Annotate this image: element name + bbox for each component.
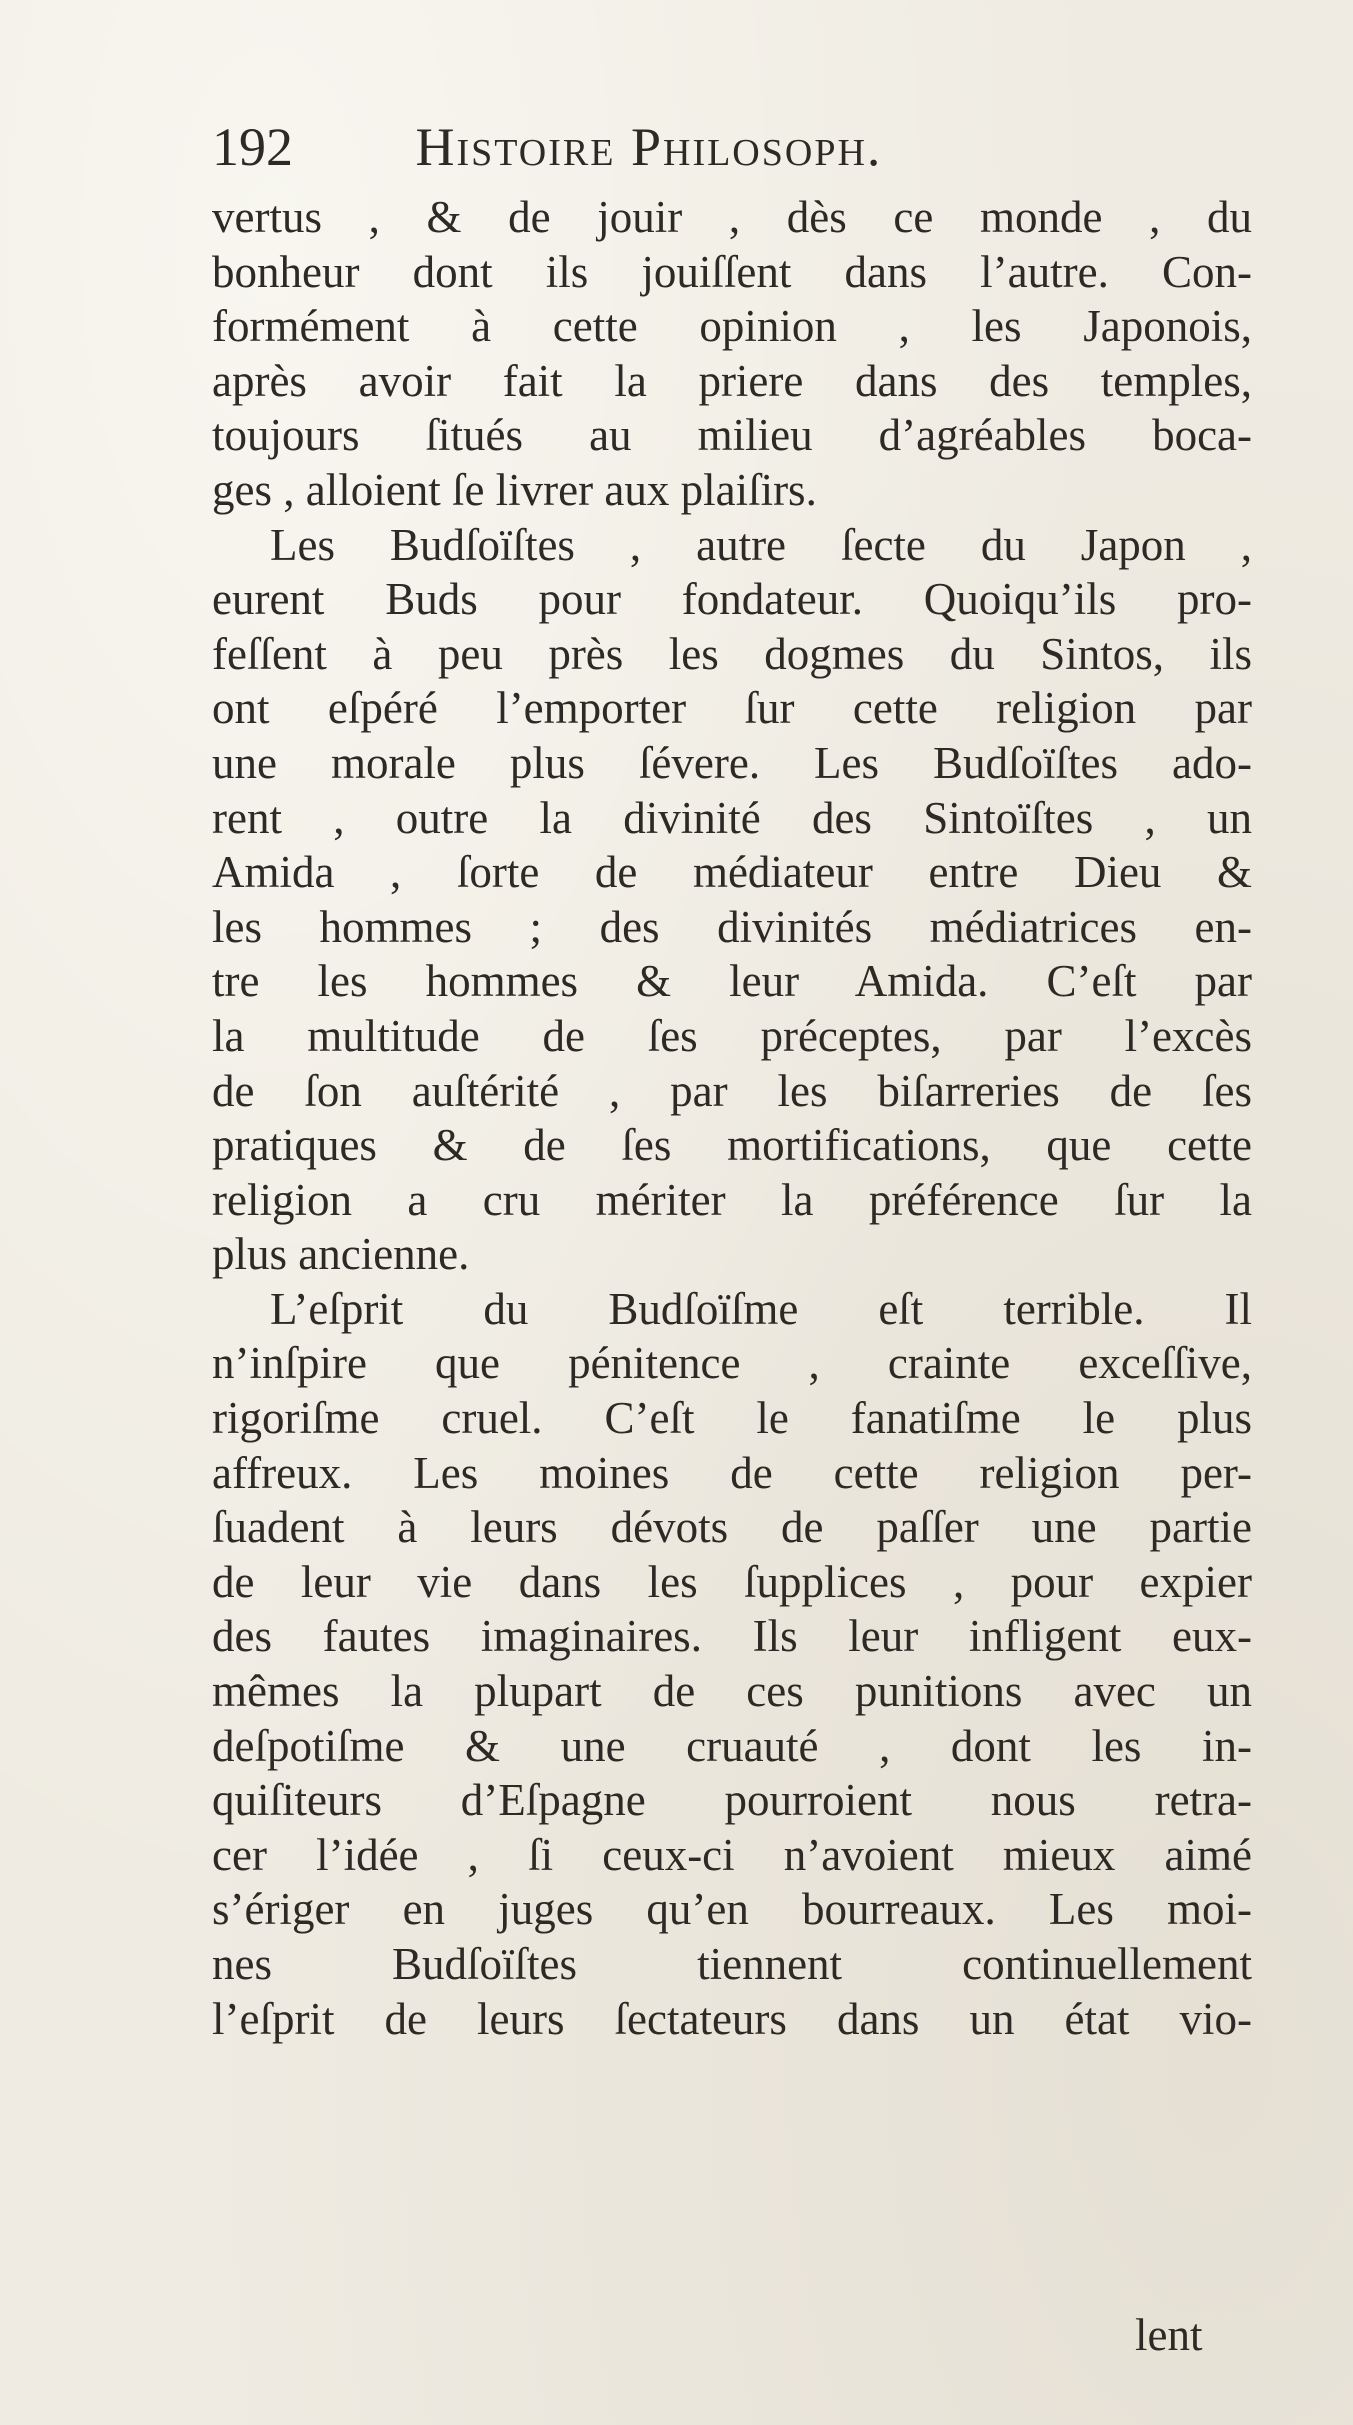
- text-line: quiſiteurs d’Eſpagne pourroient nous retra-: [212, 1775, 1252, 1826]
- text-line: feſſent à peu près les dogmes du Sintos, ils: [212, 628, 1252, 679]
- text-line: ont eſpéré l’emporter ſur cette religion par: [212, 683, 1252, 734]
- text-line: l’eſprit de leurs ſectateurs dans un état vio-: [212, 1993, 1252, 2044]
- text-line: rigoriſme cruel. C’eſt le fanatiſme le plus: [212, 1393, 1252, 1444]
- body-text: [212, 190, 1252, 2046]
- page-header: [212, 112, 1112, 182]
- text-line: n’inſpire que pénitence , crainte exceſſive,: [212, 1338, 1252, 1389]
- text-line: après avoir fait la priere dans des temples,: [212, 355, 1252, 406]
- text-line: une morale plus ſévere. Les Budſoïſtes ado-: [212, 737, 1252, 788]
- text-line: religion a cru mériter la préférence ſur la: [212, 1174, 1252, 1225]
- text-line: de ſon auſtérité , par les biſarreries de ſes: [212, 1065, 1252, 1116]
- running-title: Histoire Philosoph.: [415, 117, 883, 177]
- text-line: eurent Buds pour fondateur. Quoiqu’ils pro-: [212, 574, 1252, 625]
- text-line: ſuadent à leurs dévots de paſſer une partie: [212, 1502, 1252, 1553]
- text-line: la multitude de ſes préceptes, par l’excès: [212, 1010, 1252, 1061]
- text-line: plus ancienne.: [212, 1229, 470, 1280]
- text-line: des fautes imaginaires. Ils leur infligent eux-: [212, 1611, 1252, 1662]
- text-line: mêmes la plupart de ces punitions avec un: [212, 1666, 1252, 1717]
- text-line: rent , outre la divinité des Sintoïſtes , un: [212, 792, 1252, 843]
- text-line: les hommes ; des divinités médiatrices en-: [212, 901, 1252, 952]
- text-line: vertus , & de jouir , dès ce monde , du: [212, 192, 1252, 242]
- text-line: de leur vie dans les ſupplices , pour expier: [212, 1556, 1252, 1607]
- catchword: lent: [1135, 2310, 1203, 2360]
- text-line: toujours ſitués au milieu d’agréables boca-: [212, 410, 1252, 461]
- paragraph-first-line: Les Budſoïſtes , autre ſecte du Japon ,: [270, 519, 1252, 570]
- text-line: affreux. Les moines de cette religion per-: [212, 1447, 1252, 1498]
- text-line: cer l’idée , ſi ceux-ci n’avoient mieux aimé: [212, 1829, 1252, 1880]
- text-line: Amida , ſorte de médiateur entre Dieu &: [212, 847, 1252, 898]
- paragraph-first-line: L’eſprit du Budſoïſme eſt terrible. Il: [270, 1283, 1252, 1334]
- text-line: ges , alloient ſe livrer aux plaiſirs.: [212, 464, 817, 515]
- text-line: bonheur dont ils jouiſſent dans l’autre. Con-: [212, 246, 1252, 297]
- text-line: s’ériger en juges qu’en bourreaux. Les moi-: [212, 1884, 1252, 1935]
- text-line: pratiques & de ſes mortifications, que cette: [212, 1120, 1252, 1171]
- text-line: deſpotiſme & une cruauté , dont les in-: [212, 1720, 1252, 1771]
- text-line: nes Budſoïſtes tiennent continuellement: [212, 1939, 1252, 1989]
- text-line: tre les hommes & leur Amida. C’eſt par: [212, 956, 1252, 1007]
- page-number: 192: [212, 117, 293, 177]
- text-line: formément à cette opinion , les Japonois,: [212, 301, 1252, 352]
